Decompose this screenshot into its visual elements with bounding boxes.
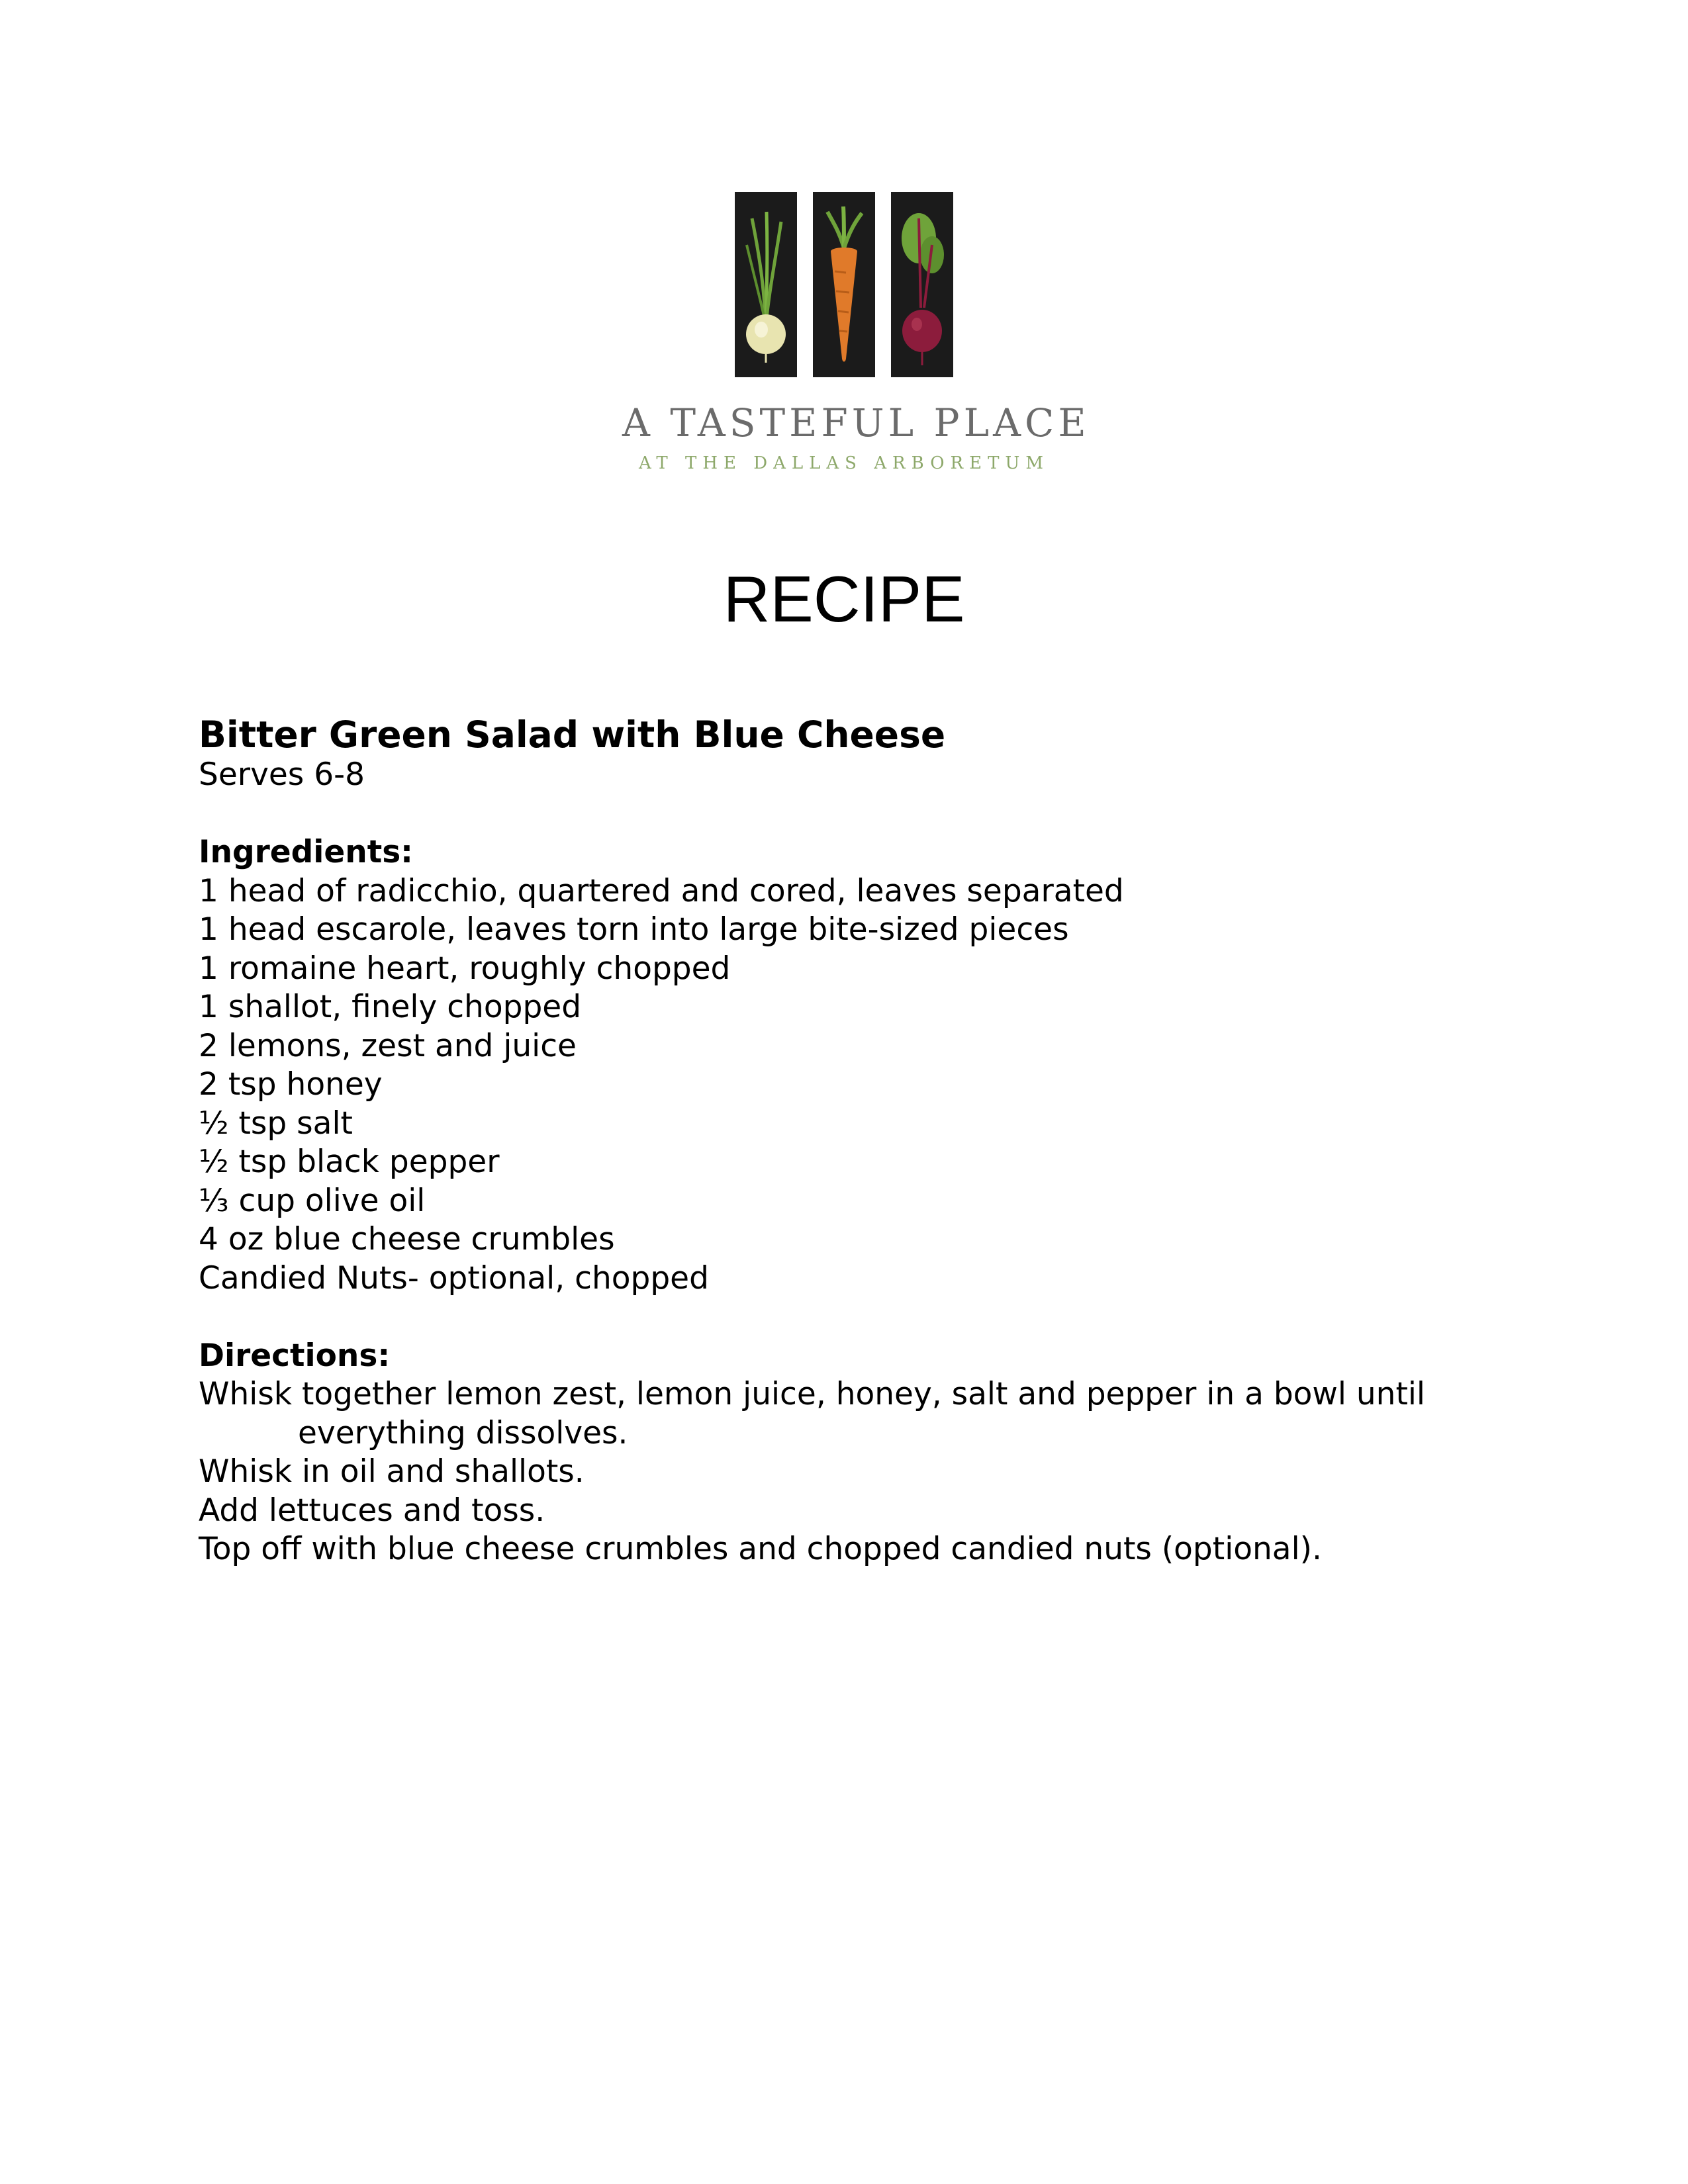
direction-text: Whisk together lemon zest, lemon juice, honey, salt and pepper in a bowl until bbox=[199, 1376, 1425, 1412]
spacer bbox=[199, 1298, 1523, 1337]
direction-continuation: everything dissolves. bbox=[298, 1414, 628, 1451]
ingredient-item: 1 head of radicchio, quartered and cored, leaves separated bbox=[199, 872, 1124, 909]
directions-list bbox=[199, 1375, 1523, 1569]
ingredient-item: ½ tsp black pepper bbox=[199, 1144, 500, 1180]
logo-name: A TASTEFUL PLACE bbox=[622, 400, 1090, 445]
ingredient-item: ½ tsp salt bbox=[199, 1105, 353, 1142]
beet-icon bbox=[891, 192, 953, 377]
direction-step bbox=[199, 1375, 1523, 1453]
ingredient-item: 1 shallot, finely chopped bbox=[199, 989, 582, 1025]
logo-tagline: AT THE DALLAS ARBORETUM bbox=[639, 453, 1049, 473]
recipe-title: Bitter Green Salad with Blue Cheese bbox=[199, 713, 946, 756]
direction-step: Whisk in oil and shallots. bbox=[199, 1453, 585, 1490]
ingredients-label: Ingredients: bbox=[199, 834, 413, 870]
logo-vegetable-panels bbox=[735, 192, 953, 377]
directions-label: Directions: bbox=[199, 1337, 391, 1374]
logo bbox=[622, 192, 1090, 483]
ingredient-item: 2 tsp honey bbox=[199, 1066, 383, 1103]
ingredient-item: 1 head escarole, leaves torn into large bite-sized pieces bbox=[199, 911, 1069, 948]
direction-step: Top off with blue cheese crumbles and chopped candied nuts (optional). bbox=[199, 1531, 1322, 1567]
carrot-icon bbox=[813, 192, 875, 377]
direction-step: Add lettuces and toss. bbox=[199, 1492, 545, 1529]
page-title: RECIPE bbox=[723, 563, 965, 635]
recipe bbox=[199, 713, 1523, 1569]
ingredients-list bbox=[199, 872, 1523, 1298]
onion-icon bbox=[735, 192, 797, 377]
ingredient-item: 1 romaine heart, roughly chopped bbox=[199, 950, 731, 987]
ingredient-item: ⅓ cup olive oil bbox=[199, 1182, 426, 1219]
ingredient-item: 2 lemons, zest and juice bbox=[199, 1027, 577, 1064]
ingredient-item: 4 oz blue cheese crumbles bbox=[199, 1221, 615, 1257]
recipe-serves: Serves 6-8 bbox=[199, 756, 365, 793]
spacer bbox=[199, 795, 1523, 834]
ingredient-item: Candied Nuts- optional, chopped bbox=[199, 1259, 709, 1297]
